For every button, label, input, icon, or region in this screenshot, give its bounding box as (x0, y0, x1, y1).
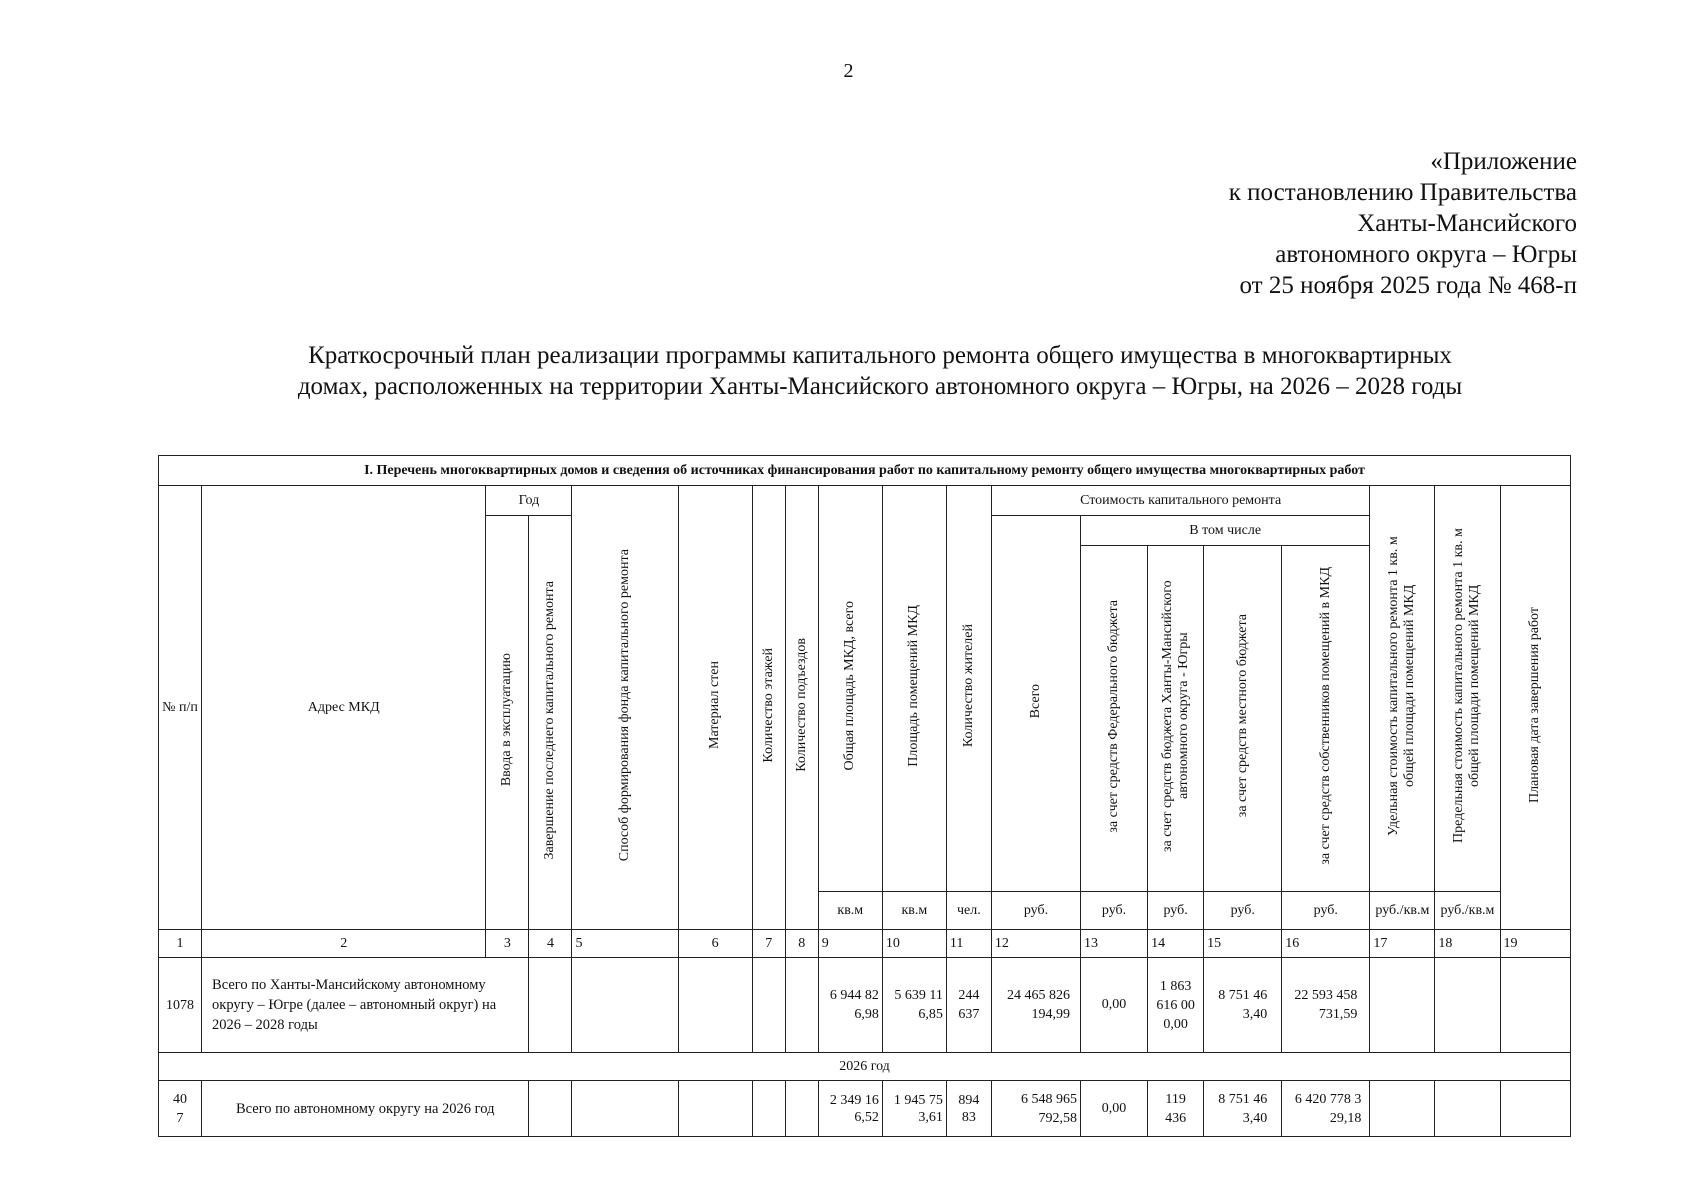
column-number: 16 (1282, 930, 1370, 958)
header-max-cost: Предельная стоимость капитального ремонта 1 кв. м общей площади помещений МКД (1435, 486, 1500, 892)
empty-cell (1370, 1081, 1435, 1137)
column-number: 10 (882, 930, 946, 958)
unit-premises-area: кв.м (882, 892, 946, 930)
row-total-total-area: 6 944 826,98 (818, 958, 882, 1053)
table-section-title: I. Перечень многоквартирных домов и сведения об источниках финансирования работ по капитальному ремонту общего имущества многоквартирных работ (159, 456, 1571, 486)
row-2026-federal: 0,00 (1081, 1081, 1148, 1137)
header-wall-material: Материал стен (678, 486, 752, 930)
appendix-line: к постановлению Правительства (1228, 179, 1577, 206)
row-2026-owners: 6 420 778 329,18 (1282, 1081, 1370, 1137)
header-year-group: Год (486, 486, 572, 516)
column-number: 12 (991, 930, 1080, 958)
page-number: 2 (843, 60, 854, 82)
empty-cell (529, 958, 572, 1053)
empty-cell (1435, 1081, 1500, 1137)
header-year-last-repair: Завершение последнего капитального ремонта (529, 516, 572, 930)
unit-owners: руб. (1282, 892, 1370, 930)
unit-regional: руб. (1148, 892, 1204, 930)
empty-cell (678, 958, 752, 1053)
header-residents: Количество жителей (946, 486, 991, 892)
column-number: 19 (1500, 930, 1571, 958)
empty-cell (1500, 1081, 1571, 1137)
row-2026-address: Всего по автономному округу на 2026 год (202, 1081, 529, 1137)
header-entrances: Количество подъездов (785, 486, 818, 930)
empty-cell (572, 958, 678, 1053)
row-2026-regional: 119 436 (1148, 1081, 1204, 1137)
header-num: № п/п (159, 486, 202, 930)
unit-cost-total: руб. (991, 892, 1080, 930)
column-number: 6 (678, 930, 752, 958)
header-unit-cost: Удельная стоимость капитального ремонта 1 кв. м общей площади помещений МКД (1370, 486, 1435, 892)
header-federal: за счет средств Федерального бюджета (1081, 546, 1148, 892)
plan-table (158, 455, 1571, 1137)
column-numbers-row (159, 930, 1571, 958)
title-line: Краткосрочный план реализации программы капитального ремонта общего имущества в многоквартирных (308, 342, 1452, 369)
header-including: В том числе (1081, 516, 1370, 546)
title-line: домах, расположенных на территории Ханты-Мансийского автономного округа – Югры, на 2026 – 2028 годы (297, 373, 1463, 400)
empty-cell (678, 1081, 752, 1137)
column-number: 2 (202, 930, 486, 958)
column-number: 11 (946, 930, 991, 958)
empty-cell (785, 1081, 818, 1137)
unit-total-area: кв.м (818, 892, 882, 930)
document-title (170, 340, 1590, 402)
year-section-2026: 2026 год (159, 1053, 1571, 1081)
row-total-local: 8 751 463,40 (1204, 958, 1282, 1053)
column-number: 5 (572, 930, 678, 958)
column-number: 17 (1370, 930, 1435, 958)
row-total-residents: 244637 (946, 958, 991, 1053)
column-number: 8 (785, 930, 818, 958)
unit-residents: чел. (946, 892, 991, 930)
row-total-owners: 22 593 458 731,59 (1282, 958, 1370, 1053)
row-2026-total-area: 2 349 166,52 (818, 1081, 882, 1137)
header-address: Адрес МКД (202, 486, 486, 930)
unit-federal: руб. (1081, 892, 1148, 930)
row-2026-premises-area: 1 945 753,61 (882, 1081, 946, 1137)
row-2026-local: 8 751 463,40 (1204, 1081, 1282, 1137)
header-completion-date: Плановая дата завершения работ (1500, 486, 1571, 930)
empty-cell (572, 1081, 678, 1137)
row-total-regional: 1 863 616 000,00 (1148, 958, 1204, 1053)
appendix-line: Ханты-Мансийского (1357, 210, 1577, 237)
unit-max-cost: руб./кв.м (1435, 892, 1500, 930)
header-year-commission: Ввода в эксплуатацию (486, 516, 529, 930)
column-number: 1 (159, 930, 202, 958)
column-number: 14 (1148, 930, 1204, 958)
empty-cell (752, 958, 785, 1053)
column-number: 15 (1204, 930, 1282, 958)
unit-unit-cost: руб./кв.м (1370, 892, 1435, 930)
unit-local: руб. (1204, 892, 1282, 930)
empty-cell (1435, 958, 1500, 1053)
row-total-federal: 0,00 (1081, 958, 1148, 1053)
row-2026-cost-total: 6 548 965 792,58 (991, 1081, 1080, 1137)
row-total-address: Всего по Ханты-Мансийскому автономному округу – Югре (далее – автономный округ) на 2026 – 2028 годы (202, 958, 529, 1053)
table-row-total (159, 958, 1571, 1053)
empty-cell (752, 1081, 785, 1137)
row-total-cost-total: 24 465 826 194,99 (991, 958, 1080, 1053)
column-number: 7 (752, 930, 785, 958)
appendix-line: «Приложение (1430, 148, 1577, 175)
appendix-line: от 25 ноября 2025 года № 468-п (1239, 272, 1577, 299)
empty-cell (1370, 958, 1435, 1053)
header-floors: Количество этажей (752, 486, 785, 930)
empty-cell (785, 958, 818, 1053)
row-total-premises-area: 5 639 116,85 (882, 958, 946, 1053)
header-cost-total: Всего (991, 516, 1080, 892)
empty-cell (529, 1081, 572, 1137)
header-regional: за счет средств бюджета Ханты-Мансийского автономного округа - Югры (1148, 546, 1204, 892)
row-2026-residents: 89483 (946, 1081, 991, 1137)
header-owners: за счет средств собственников помещений в МКД (1282, 546, 1370, 892)
header-local: за счет средств местного бюджета (1204, 546, 1282, 892)
header-fund-method: Способ формирования фонда капитального ремонта (572, 486, 678, 930)
empty-cell (1500, 958, 1571, 1053)
column-number: 4 (529, 930, 572, 958)
row-total-num: 1078 (159, 958, 202, 1053)
appendix-line: автономного округа – Югры (1275, 241, 1577, 268)
header-total-area: Общая площадь МКД, всего (818, 486, 882, 892)
column-number: 9 (818, 930, 882, 958)
row-2026-num: 407 (159, 1081, 202, 1137)
column-number: 3 (486, 930, 529, 958)
column-number: 18 (1435, 930, 1500, 958)
appendix-block (1229, 146, 1577, 301)
header-cost-group: Стоимость капитального ремонта (991, 486, 1369, 516)
header-premises-area: Площадь помещений МКД (882, 486, 946, 892)
column-number: 13 (1081, 930, 1148, 958)
table-row-2026 (159, 1081, 1571, 1137)
